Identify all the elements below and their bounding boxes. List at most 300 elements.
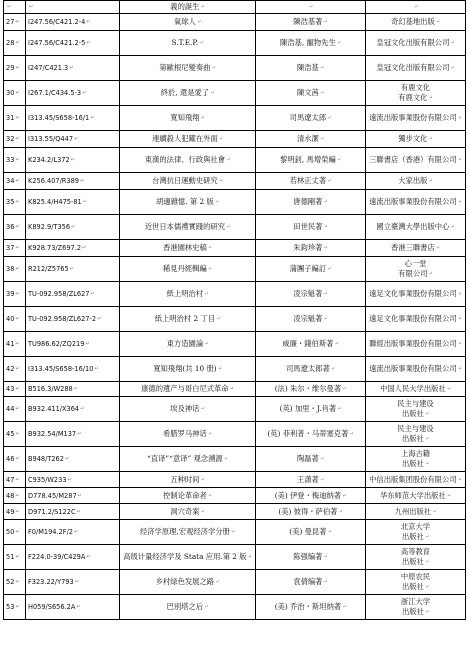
- row-number-cell: [4, 14, 26, 31]
- book-author: 司馬遼太郎著: [286, 364, 330, 373]
- book-author: 陈强编著: [293, 552, 323, 561]
- call-number-cell: [26, 595, 120, 620]
- table-row: [4, 81, 466, 106]
- return-arrow-icon: ↵: [15, 65, 20, 71]
- row-number: 51: [6, 553, 15, 561]
- book-publisher-cell: [366, 81, 466, 106]
- row-number-cell: [4, 382, 26, 397]
- row-number: 45: [6, 430, 15, 438]
- table-row: [4, 131, 466, 148]
- book-author: 田世民著: [293, 222, 323, 231]
- return-arrow-icon: ↵: [337, 406, 342, 412]
- book-publisher: 九州出版社: [394, 506, 432, 516]
- return-arrow-icon: ↵: [86, 40, 91, 46]
- table-row: [4, 382, 466, 397]
- book-title: 終於, 還是愛了: [160, 88, 210, 97]
- return-arrow-icon: ↵: [86, 19, 91, 25]
- book-author: 黎明釗, 馬增榮編: [280, 155, 336, 164]
- book-author: 袁倩编著: [293, 577, 323, 586]
- table-row: [4, 215, 466, 240]
- table-row: [4, 56, 466, 81]
- book-author-cell: [256, 190, 366, 215]
- return-arrow-icon: ↵: [327, 178, 332, 184]
- book-author-cell: [256, 131, 366, 148]
- return-arrow-icon: ↵: [327, 266, 332, 272]
- book-publisher: 上海古籍 出版社: [400, 449, 431, 468]
- book-title-cell: [120, 173, 256, 190]
- return-arrow-icon: ↵: [424, 584, 430, 590]
- return-arrow-icon: ↵: [428, 178, 433, 184]
- book-publisher-cell: [366, 357, 466, 382]
- return-arrow-icon: ↵: [319, 90, 325, 96]
- return-arrow-icon: ↵: [15, 406, 20, 412]
- book-publisher-cell: [366, 488, 466, 504]
- table-row: [4, 397, 466, 422]
- return-arrow-icon: ↵: [15, 40, 20, 46]
- book-author: 陳浩基, 寵物先生: [280, 38, 336, 47]
- book-title: 紙上明治村 2 丁目: [154, 314, 216, 323]
- return-arrow-icon: ↵: [424, 461, 430, 467]
- row-number-cell: [4, 545, 26, 570]
- book-title: 寬知飛翔: [170, 113, 200, 122]
- return-arrow-icon: ↵: [200, 508, 205, 515]
- row-number: 53: [6, 603, 15, 611]
- return-arrow-icon: ↵: [15, 245, 20, 251]
- book-publisher-cell: [366, 545, 466, 570]
- row-number: 35: [6, 198, 15, 206]
- row-number: 50: [6, 528, 15, 536]
- row-number-cell: [4, 190, 26, 215]
- return-arrow-icon: ↵: [450, 224, 455, 230]
- row-number-cell: [4, 520, 26, 545]
- return-arrow-icon: ↵: [196, 19, 202, 25]
- return-arrow-icon: ↵: [218, 136, 223, 142]
- return-arrow-icon: ↵: [319, 136, 325, 142]
- return-arrow-icon: ↵: [323, 579, 328, 585]
- return-arrow-icon: ↵: [64, 456, 70, 462]
- return-arrow-icon: ↵: [319, 476, 325, 483]
- book-publisher-cell: [366, 1, 466, 14]
- call-number: D971.2/S122C: [28, 507, 76, 516]
- return-arrow-icon: ↵: [82, 245, 87, 251]
- row-number: 52: [6, 578, 15, 586]
- return-arrow-icon: ↵: [15, 579, 20, 585]
- return-arrow-icon: ↵: [15, 456, 20, 462]
- return-arrow-icon: ↵: [204, 341, 209, 347]
- book-title-cell: [120, 332, 256, 357]
- return-arrow-icon: ↵: [15, 529, 20, 535]
- return-arrow-icon: ↵: [7, 4, 12, 10]
- book-title: 東方造園論: [166, 339, 204, 348]
- row-number: 49: [6, 507, 15, 516]
- book-title: 近世日本儒禮實踐的研究: [144, 222, 226, 231]
- return-arrow-icon: ↵: [70, 157, 75, 163]
- book-title-cell: [120, 14, 256, 31]
- book-author: 若林正丈著: [289, 176, 327, 185]
- book-publisher: 皇冠文化出版有限公司: [376, 63, 450, 72]
- call-number-cell: [26, 504, 120, 520]
- book-publisher: 高等教育 出版社: [400, 547, 431, 566]
- call-number: F0/M194.2F/2: [28, 528, 73, 536]
- row-number-cell: [4, 397, 26, 422]
- call-number-cell: [26, 545, 120, 570]
- call-number-cell: [26, 382, 120, 397]
- book-title-cell: [120, 56, 256, 81]
- book-title: 希腊罗马神话: [163, 429, 207, 438]
- table-row: [4, 173, 466, 190]
- return-arrow-icon: ↵: [211, 65, 216, 71]
- book-author: (英) 菲利普・马蒂塞克著: [267, 429, 349, 438]
- call-number: I247/C421.3: [28, 64, 69, 72]
- book-author-cell: [256, 422, 366, 447]
- return-arrow-icon: ↵: [327, 529, 332, 535]
- book-author-cell: [256, 382, 366, 397]
- call-number: TU-092.958/ZL627-2: [28, 315, 97, 323]
- book-publisher: 心一堂 有限公司: [398, 259, 428, 278]
- book-publisher-cell: [366, 148, 466, 173]
- call-number-cell: [26, 106, 120, 131]
- return-arrow-icon: ↵: [90, 115, 95, 121]
- call-number-cell: [26, 488, 120, 504]
- call-number: B516.3/W288: [28, 385, 73, 393]
- return-arrow-icon: ↵: [308, 4, 314, 10]
- book-publisher: 民主与建设 出版社: [397, 424, 434, 443]
- return-arrow-icon: ↵: [230, 529, 236, 535]
- book-title-cell: [120, 472, 256, 488]
- row-number-cell: [4, 1, 26, 14]
- return-arrow-icon: ↵: [15, 157, 20, 163]
- book-author-cell: [256, 595, 366, 620]
- book-author-cell: [256, 257, 366, 282]
- call-number: K928.73/Z697.2: [28, 244, 82, 252]
- book-publisher: 北京大学 出版社: [400, 522, 431, 541]
- row-number-cell: [4, 31, 26, 56]
- book-title: 胡適雜憶. 第 2 版: [156, 197, 214, 206]
- book-title-cell: [120, 504, 256, 520]
- return-arrow-icon: ↵: [323, 316, 328, 322]
- return-arrow-icon: ↵: [457, 366, 462, 372]
- return-arrow-icon: ↵: [15, 508, 20, 515]
- return-arrow-icon: ↵: [457, 199, 462, 205]
- return-arrow-icon: ↵: [15, 386, 20, 392]
- row-number: 34: [6, 177, 15, 185]
- call-number: K892.9/T356: [28, 223, 71, 231]
- return-arrow-icon: ↵: [446, 386, 451, 392]
- return-arrow-icon: ↵: [323, 291, 328, 297]
- return-arrow-icon: ↵: [15, 554, 20, 560]
- table-row: [4, 422, 466, 447]
- book-publisher: 华东师范大学出版社: [380, 490, 446, 500]
- book-title-cell: [120, 570, 256, 595]
- call-number-cell: [26, 240, 120, 257]
- book-title-cell: [120, 1, 256, 14]
- book-publisher-cell: [366, 570, 466, 595]
- return-arrow-icon: ↵: [15, 266, 20, 272]
- book-title-cell: [120, 488, 256, 504]
- call-number: I267.1/C434.5-3: [28, 89, 82, 97]
- row-number-cell: [4, 332, 26, 357]
- book-author: (美) 伊登・梅迪纳著: [274, 490, 342, 500]
- return-arrow-icon: ↵: [323, 245, 328, 251]
- call-number: B948/T262: [28, 455, 64, 463]
- call-number: I247.56/C421.2-4: [28, 18, 86, 26]
- row-number: 32: [6, 135, 15, 143]
- book-title-cell: [120, 257, 256, 282]
- book-author-cell: [256, 307, 366, 332]
- book-author-cell: [256, 570, 366, 595]
- book-author-cell: [256, 472, 366, 488]
- book-title: 高级计量经济学及 Stata 应用.第 2 版: [123, 552, 247, 561]
- call-number-cell: [26, 447, 120, 472]
- book-title: 乡村绿色发展之路: [155, 577, 215, 586]
- book-author: 清水潔: [296, 134, 319, 143]
- book-author: 唐德剛著: [293, 197, 323, 206]
- book-author: (法) 朱尔・维尔曼著: [274, 384, 342, 393]
- row-number-cell: [4, 81, 26, 106]
- table-row: [4, 14, 466, 31]
- return-arrow-icon: ↵: [435, 245, 440, 251]
- book-title-cell: [120, 545, 256, 570]
- row-number-cell: [4, 307, 26, 332]
- return-arrow-icon: ↵: [428, 136, 433, 142]
- return-arrow-icon: ↵: [82, 90, 87, 96]
- row-number-cell: [4, 570, 26, 595]
- book-publisher: 中国人民大学出版社: [380, 384, 446, 393]
- return-arrow-icon: ↵: [446, 492, 451, 499]
- book-author-cell: [256, 31, 366, 56]
- return-arrow-icon: ↵: [15, 431, 20, 437]
- book-author: 司馬遼太郎: [289, 113, 327, 122]
- book-publisher-cell: [366, 215, 466, 240]
- return-arrow-icon: ↵: [323, 224, 328, 230]
- return-arrow-icon: ↵: [76, 508, 81, 515]
- book-author-cell: [256, 14, 366, 31]
- return-arrow-icon: ↵: [97, 316, 102, 322]
- return-arrow-icon: ↵: [247, 554, 252, 560]
- return-arrow-icon: ↵: [413, 4, 419, 10]
- table-row: [4, 190, 466, 215]
- return-arrow-icon: ↵: [229, 386, 234, 392]
- book-title: 洞穴奇案: [170, 506, 200, 516]
- book-publisher: 浙江大学 出版社: [400, 597, 431, 616]
- return-arrow-icon: ↵: [432, 508, 437, 515]
- row-number: 33: [6, 156, 15, 164]
- return-arrow-icon: ↵: [76, 604, 81, 610]
- book-publisher: 遠流出版事業股份有限公司: [369, 113, 457, 122]
- book-author-cell: [256, 81, 366, 106]
- return-arrow-icon: ↵: [80, 406, 85, 412]
- book-publisher: 遠足文化事業股份有限公司: [369, 314, 457, 323]
- call-number: K825.4/H475-81: [28, 198, 82, 206]
- row-number: 27: [6, 18, 15, 26]
- return-arrow-icon: ↵: [71, 224, 76, 230]
- return-arrow-icon: ↵: [342, 604, 347, 610]
- table-row: [4, 447, 466, 472]
- row-number: 29: [6, 64, 15, 72]
- return-arrow-icon: ↵: [218, 178, 223, 184]
- book-title-cell: [120, 595, 256, 620]
- return-arrow-icon: ↵: [15, 366, 20, 372]
- row-number: 42: [6, 365, 15, 373]
- book-author-cell: [256, 106, 366, 131]
- book-author-cell: [256, 357, 366, 382]
- book-author: 陳文茜: [296, 88, 319, 97]
- return-arrow-icon: ↵: [199, 40, 204, 46]
- book-publisher: 香港三聯書店: [391, 243, 435, 252]
- call-number-cell: [26, 397, 120, 422]
- call-number: K234.2/L372: [28, 156, 70, 164]
- book-publisher: 大家出版: [398, 176, 428, 185]
- call-number: D778.45/M287: [28, 491, 77, 500]
- return-arrow-icon: ↵: [15, 90, 20, 96]
- book-author: 王潇著: [296, 474, 319, 484]
- return-arrow-icon: ↵: [15, 492, 20, 499]
- return-arrow-icon: ↵: [226, 157, 231, 163]
- call-number-cell: [26, 173, 120, 190]
- return-arrow-icon: ↵: [94, 366, 99, 372]
- return-arrow-icon: ↵: [200, 115, 205, 121]
- return-arrow-icon: ↵: [450, 65, 455, 71]
- table-row: [4, 504, 466, 520]
- table-row: [4, 488, 466, 504]
- return-arrow-icon: ↵: [207, 266, 212, 272]
- book-title-cell: [120, 190, 256, 215]
- book-title-cell: [120, 31, 256, 56]
- book-title: 紙上明治村: [166, 289, 204, 298]
- book-publisher-cell: [366, 257, 466, 282]
- book-author-cell: [256, 488, 366, 504]
- book-author: 蒲團子編訂: [289, 264, 327, 273]
- return-arrow-icon: ↵: [424, 609, 430, 615]
- return-arrow-icon: ↵: [457, 476, 462, 483]
- book-publisher-cell: [366, 397, 466, 422]
- book-title: 埃及神话: [170, 404, 200, 413]
- return-arrow-icon: ↵: [428, 271, 433, 277]
- book-title: 康德的遺产与哥白尼式革命: [141, 384, 229, 393]
- book-publisher: 中信出版集团股份有限公司: [369, 474, 457, 484]
- table-row: [4, 106, 466, 131]
- call-number: F224.0-39/C429A: [28, 553, 86, 561]
- book-author: 陶磊著: [296, 454, 319, 463]
- book-title: 经济学原理,宏观经济学分册: [139, 527, 230, 536]
- row-number-cell: [4, 257, 26, 282]
- table-row: [4, 307, 466, 332]
- book-title-cell: [120, 240, 256, 257]
- book-title: 義的誕生: [170, 2, 200, 11]
- return-arrow-icon: ↵: [450, 40, 455, 46]
- row-number-cell: [4, 488, 26, 504]
- book-title-cell: [120, 282, 256, 307]
- book-publisher-cell: [366, 240, 466, 257]
- call-number-cell: [26, 332, 120, 357]
- book-author: (英) 加里・J.肖著: [279, 404, 337, 413]
- return-arrow-icon: ↵: [342, 386, 347, 392]
- return-arrow-icon: ↵: [69, 266, 74, 272]
- return-arrow-icon: ↵: [428, 95, 433, 101]
- call-number-cell: [26, 520, 120, 545]
- return-arrow-icon: ↵: [200, 4, 205, 10]
- table-row: [4, 332, 466, 357]
- return-arrow-icon: ↵: [207, 492, 212, 499]
- book-title: “直译”“意译” 观念溯源: [147, 454, 223, 463]
- book-title: 巴别塔之后: [166, 602, 204, 611]
- row-number-cell: [4, 215, 26, 240]
- call-number: K256.407/R389: [28, 177, 79, 185]
- book-title-cell: [120, 131, 256, 148]
- book-publisher: 遠流出版事業股份有限公司: [369, 364, 457, 373]
- row-number: 37: [6, 244, 15, 252]
- book-title: 控制论革命者: [163, 490, 207, 500]
- book-publisher-cell: [366, 173, 466, 190]
- return-arrow-icon: ↵: [457, 341, 462, 347]
- book-title: 台灣抗日運動史研究: [152, 176, 218, 185]
- row-number-cell: [4, 595, 26, 620]
- book-author: 朱鈞珍著: [293, 243, 323, 252]
- return-arrow-icon: ↵: [216, 316, 221, 322]
- return-arrow-icon: ↵: [204, 291, 209, 297]
- book-publisher: 三聯書店（香港）有限公司: [369, 155, 457, 164]
- call-number: I313.45/S658-16/10: [28, 365, 94, 373]
- call-number-cell: [26, 56, 120, 81]
- row-number-cell: [4, 131, 26, 148]
- book-author: 陳浩基著: [293, 17, 323, 26]
- row-number: 31: [6, 114, 15, 122]
- book-title: 第歐根尼變奏曲: [159, 63, 211, 72]
- book-title-cell: [120, 307, 256, 332]
- return-arrow-icon: ↵: [338, 508, 343, 515]
- row-number: 39: [6, 290, 15, 298]
- return-arrow-icon: ↵: [214, 199, 219, 205]
- book-list-table: [3, 0, 466, 620]
- return-arrow-icon: ↵: [217, 366, 222, 372]
- book-publisher: 有鹿文化 有鹿文化: [398, 83, 431, 102]
- book-title-cell: [120, 106, 256, 131]
- return-arrow-icon: ↵: [424, 534, 430, 540]
- return-arrow-icon: ↵: [15, 316, 20, 322]
- return-arrow-icon: ↵: [226, 224, 231, 230]
- call-number-cell: [26, 1, 120, 14]
- return-arrow-icon: ↵: [15, 604, 20, 610]
- call-number-cell: [26, 570, 120, 595]
- return-arrow-icon: ↵: [77, 431, 82, 437]
- book-publisher: 民主与建设 出版社: [397, 399, 434, 418]
- book-publisher: 獨步文化: [398, 134, 428, 143]
- row-number-cell: [4, 173, 26, 190]
- book-publisher-cell: [366, 31, 466, 56]
- return-arrow-icon: ↵: [223, 456, 228, 462]
- return-arrow-icon: ↵: [73, 386, 78, 392]
- book-title-cell: [120, 357, 256, 382]
- book-author: (美) 乔治・斯坦纳著: [274, 602, 342, 611]
- return-arrow-icon: ↵: [77, 492, 82, 499]
- book-title-cell: [120, 148, 256, 173]
- book-author-cell: [256, 545, 366, 570]
- return-arrow-icon: ↵: [457, 157, 462, 163]
- book-publisher: 遠足文化事業股份有限公司: [369, 289, 457, 298]
- call-number: H059/S656.2A: [28, 603, 76, 611]
- return-arrow-icon: ↵: [73, 529, 79, 535]
- table-row: [4, 1, 466, 14]
- call-number: B932.411/X364: [28, 405, 80, 413]
- book-title-cell: [120, 447, 256, 472]
- return-arrow-icon: ↵: [200, 406, 205, 412]
- book-publisher-cell: [366, 447, 466, 472]
- call-number-cell: [26, 422, 120, 447]
- call-number: TU-092.958/ZL627: [28, 290, 90, 298]
- book-title-cell: [120, 422, 256, 447]
- book-author-cell: [256, 447, 366, 472]
- book-author-cell: [256, 1, 366, 14]
